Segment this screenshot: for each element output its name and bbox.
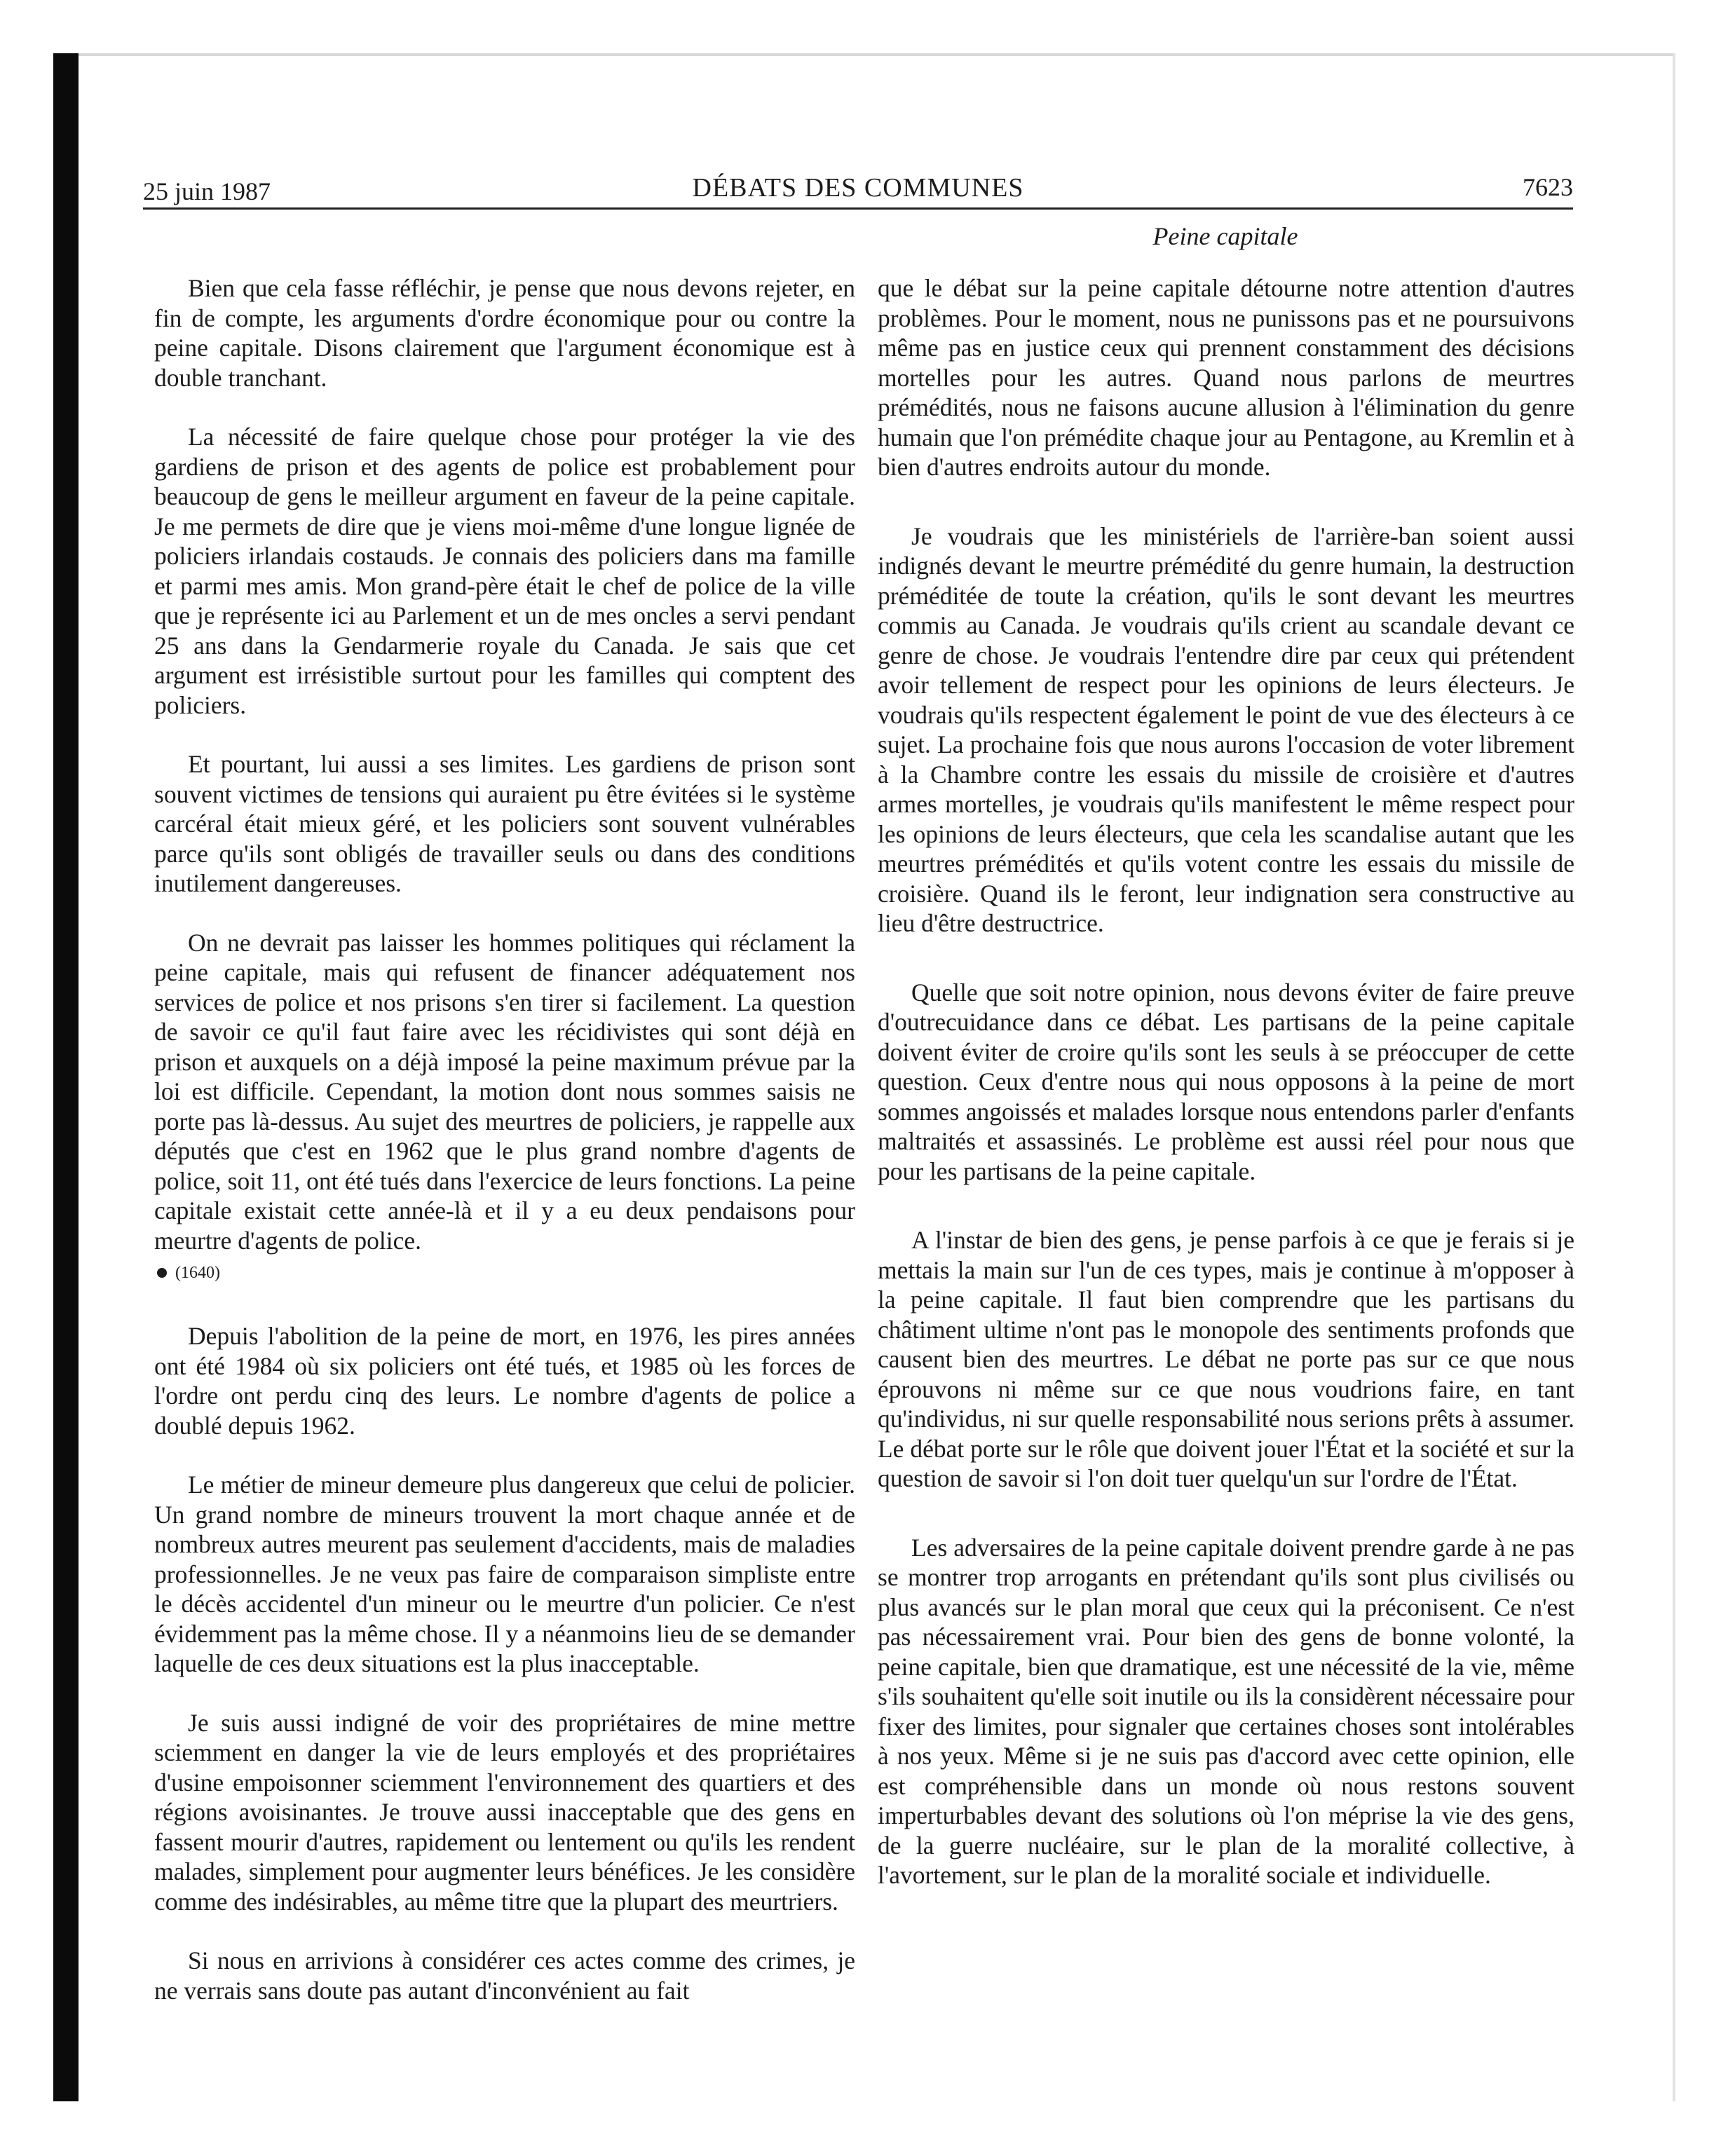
- paragraph: que le débat sur la peine capitale détourne notre attention d'autres problèmes. Pour le moment, nous ne punissons pas et ne poursuivons même pas en justice ceux qui prennent constamment des décisions mortelles pour les autres. Quand nous parlons de meurtres prémédités, nous ne faisons aucune allusion à l'élimination du genre humain que l'on prémédite chaque jour au Pentagone, au Kremlin et à bien d'autres endroits autour du monde.: [878, 274, 1574, 481]
- paragraph: Si nous en arrivions à considérer ces actes comme des crimes, je ne verrais sans doute pas autant d'inconvénient au fait: [154, 1946, 855, 2005]
- paragraph: On ne devrait pas laisser les hommes politiques qui réclament la peine capitale, mais qui refusent de financer adéquatement nos services de police et nos prisons s'en tirer si facilement. La question de savoir ce qu'il faut faire avec les récidivistes qui sont déjà en prison et auxquels on a déjà imposé la peine maximum prévue par la loi est difficile. Cependant, la motion dont nous sommes saisis ne porte pas là-dessus. Au sujet des meurtres de policiers, je rappelle aux députés que c'est en 1962 que le plus grand nombre d'agents de police, soit 11, ont été tués dans l'exercice de leurs fonctions. La peine capitale existait cette année-là et il y a eu deux pendaisons pour meurtre d'agents de police.: [154, 928, 855, 1255]
- scan-edge-top: [79, 53, 1675, 56]
- header-rule: [143, 207, 1573, 210]
- timestamp-marker: [157, 1262, 855, 1283]
- left-column: [154, 273, 855, 2035]
- paragraph: A l'instar de bien des gens, je pense parfois à ce que je ferais si je mettais la main sur l'un de ces types, mais je continue à m'opposer à la peine capitale. Il faut bien comprendre que les partisans du châtiment ultime n'ont pas le monopole des sentiments profonds que causent bien des meurtres. Le débat ne porte pas sur ce que nous éprouvons ni même sur ce que nous voudrions faire, en tant qu'individus, ni sur quelle responsabilité nous serions prêts à assumer. Le débat porte sur le rôle que doivent jouer l'État et la société et sur la question de savoir si l'on doit tuer quelqu'un sur l'ordre de l'État.: [878, 1226, 1574, 1492]
- header-publication: DÉBATS DES COMMUNES: [692, 173, 1024, 203]
- paragraph: Les adversaires de la peine capitale doivent prendre garde à ne pas se montrer trop arrogants en prétendant qu'ils sont plus civilisés ou plus avancés sur le plan moral que ceux qui la préconisent. Ce n'est pas nécessairement vrai. Pour bien des gens de bonne volonté, la peine capitale, bien que dramatique, est une nécessité de la vie, même s'ils souhaitent qu'elle soit inutile ou ils la considèrent nécessaire pour fixer des limites, pour signaler que certaines choses sont intolérables à nos yeux. Même si je ne suis pas d'accord avec cette opinion, elle est compréhensible dans un monde où nous restons souvent imperturbables devant des solutions où l'on méprise la vie des gens, de la guerre nucléaire, sur le plan de la moralité collective, à l'avortement, sur le plan de la moralité sociale et individuelle.: [878, 1533, 1574, 1889]
- paragraph: Je suis aussi indigné de voir des propriétaires de mine mettre sciemment en danger la vie de leurs employés et des propriétaires d'usine empoisonner sciemment l'environnement des quartiers et des régions avoisinantes. Je trouve aussi inacceptable que des gens en fassent mourir d'autres, rapidement ou lentement ou qu'ils les rendent malades, simplement pour augmenter leurs bénéfices. Je les considère comme des indésirables, au même titre que la plupart des meurtriers.: [154, 1708, 855, 1916]
- paragraph: Bien que cela fasse réfléchir, je pense que nous devons rejeter, en fin de compte, les arguments d'ordre économique pour ou contre la peine capitale. Disons clairement que l'argument économique est à double tranchant.: [154, 274, 855, 392]
- running-head: [143, 172, 1573, 207]
- paragraph: Le métier de mineur demeure plus dangereux que celui de policier. Un grand nombre de mineurs trouvent la mort chaque année et de nombreux autres meurent pas seulement d'accidents, mais de maladies professionnelles. Je ne veux pas faire de comparaison simpliste entre le décès accidentel d'un mineur ou le meurtre d'un policier. Ce n'est évidemment pas la même chose. Il y a néanmoins lieu de se demander laquelle de ces deux situations est la plus inacceptable.: [154, 1471, 855, 1677]
- header-date: 25 juin 1987: [143, 177, 271, 205]
- bullet-icon: [157, 1268, 167, 1278]
- paragraph: La nécessité de faire quelque chose pour protéger la vie des gardiens de prison et des agents de police est probablement pour beaucoup de gens le meilleur argument en faveur de la peine capitale. Je me permets de dire que je viens moi-même d'une longue lignée de policiers irlandais costauds. Je connais des policiers dans ma famille et parmi mes amis. Mon grand-père était le chef de police de la ville que je représente ici au Parlement et un de mes oncles a servi pendant 25 ans dans la Gendarmerie royale du Canada. Je sais que cet argument est irrésistible surtout pour les familles qui comptent des policiers.: [154, 423, 855, 719]
- paragraph: Depuis l'abolition de la peine de mort, en 1976, les pires années ont été 1984 où six policiers ont été tués, et 1985 où les forces de l'ordre ont perdu cinq des leurs. Le nombre d'agents de police a doublé depuis 1962.: [154, 1322, 855, 1440]
- scan-edge-right: [1673, 53, 1675, 2101]
- paragraph: Et pourtant, lui aussi a ses limites. Les gardiens de prison sont souvent victimes de tensions qui auraient pu être évitées si le système carcéral était mieux géré, et les policiers sont souvent vulnérables parce qu'ils sont obligés de travailler seuls ou dans des conditions inutilement dangereuses.: [154, 750, 855, 897]
- scan-edge-left: [53, 53, 79, 2101]
- paragraph: Quelle que soit notre opinion, nous devons éviter de faire preuve d'outrecuidance dans ce débat. Les partisans de la peine capitale doivent éviter de croire qu'ils sont les seuls à se préoccuper de cette question. Ceux d'entre nous qui nous opposons à la peine de mort sommes angoissés et malades lorsque nous entendons parler d'enfants maltraités et assassinés. Le problème est aussi réel pour nous que pour les partisans de la peine capitale.: [878, 978, 1574, 1185]
- right-column: [878, 273, 1574, 1930]
- section-title: Peine capitale: [1152, 222, 1298, 250]
- paragraph: Je voudrais que les ministériels de l'arrière-ban soient aussi indignés devant le meurtre prémédité du genre humain, la destruction préméditée de toute la création, qu'ils le sont devant les meurtres commis au Canada. Je voudrais qu'ils crient au scandale devant ce genre de chose. Je voudrais l'entendre dire par ceux qui prétendent avoir tellement de respect pour les opinions de leurs électeurs. Je voudrais qu'ils respectent également le point de vue des électeurs à ce sujet. La prochaine fois que nous aurons l'occasion de voter librement à la Chambre contre les essais du missile de croisière et d'autres armes mortelles, je voudrais qu'ils manifestent le même respect pour les opinions de leurs électeurs, que cela les scandalise autant que les meurtres prémédités et qu'ils votent contre les essais du missile de croisière. Quand ils le feront, leur indignation sera constructive au lieu d'être destructrice.: [878, 521, 1574, 937]
- header-page-number: 7623: [1523, 173, 1573, 201]
- timestamp-text: (1640): [175, 1264, 220, 1282]
